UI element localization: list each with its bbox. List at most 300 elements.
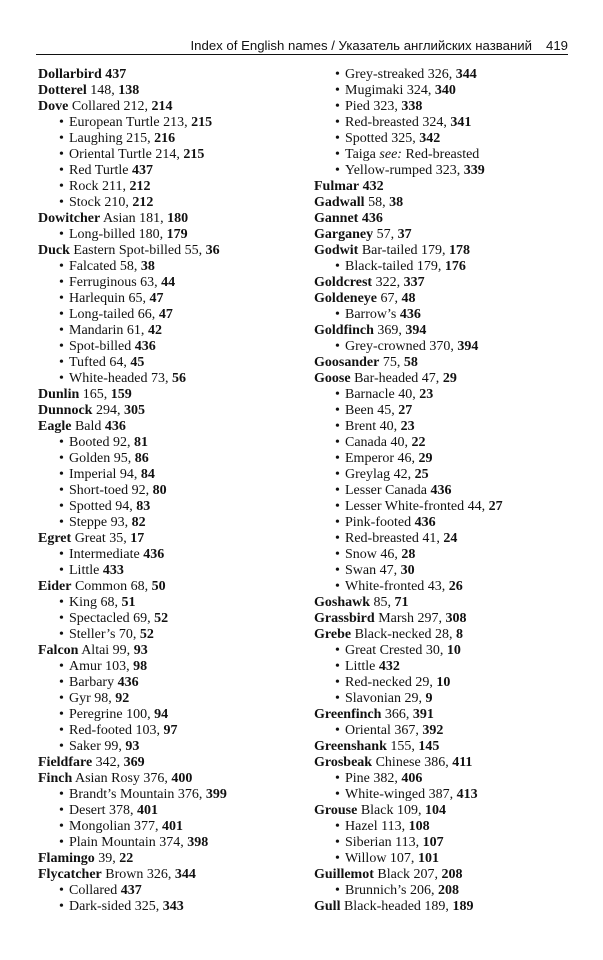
entry-heading: Falcon [38, 643, 79, 658]
bullet-icon: • [59, 739, 64, 754]
subentry-content [57, 467, 155, 482]
subentry-content [333, 659, 400, 674]
index-subentry [38, 547, 300, 563]
subentry-content [57, 307, 173, 322]
header-title: Index of English names / Указатель английских названий [190, 38, 532, 53]
page-reference-bold: 436 [430, 483, 452, 498]
entry-text: Barrow’s [345, 307, 397, 322]
bullet-icon: • [335, 387, 340, 402]
entry-text: Short-toed 92, [69, 483, 150, 498]
index-subentry [38, 627, 300, 643]
index-entry [314, 707, 574, 723]
page-reference-bold: 305 [123, 403, 145, 418]
entry-text: Lesser White-fronted 44, [345, 499, 486, 514]
page-reference-bold: 29 [418, 451, 433, 466]
entry-text: Barnacle 40, [345, 387, 416, 402]
page-reference-bold: 437 [132, 163, 154, 178]
bullet-icon: • [335, 451, 340, 466]
entry-text: Siberian 113, [345, 835, 420, 850]
index-subentry [314, 883, 574, 899]
entry-text: Collared 212, [71, 99, 149, 114]
entry-text: 57, [376, 227, 395, 242]
bullet-icon: • [335, 115, 340, 130]
subentry-content [57, 691, 129, 706]
subentry-content [333, 691, 433, 706]
page-reference-bold: 23 [400, 419, 415, 434]
page-reference-bold: 436 [361, 211, 383, 226]
page-reference-bold: 180 [167, 211, 189, 226]
subentry-content [57, 739, 139, 754]
subentry-content [333, 499, 503, 514]
entry-heading: Godwit [314, 243, 359, 258]
entry-heading: Greenfinch [314, 707, 382, 722]
page-reference-bold: 93 [133, 643, 148, 658]
index-subentry [314, 851, 574, 867]
bullet-icon: • [59, 115, 64, 130]
entry-text: Black-headed 189, [343, 899, 449, 914]
subentry-content [57, 147, 204, 162]
index-entry [314, 211, 574, 227]
page-reference-bold: 179 [166, 227, 188, 242]
page-reference-bold: 392 [422, 723, 444, 738]
subentry-content [57, 163, 153, 178]
bullet-icon: • [59, 675, 64, 690]
page-reference-bold: 23 [419, 387, 434, 402]
page-reference-bold: 369 [123, 755, 145, 770]
index-subentry [38, 659, 300, 675]
entry-heading: Fieldfare [38, 755, 93, 770]
page-reference-bold: 178 [449, 243, 471, 258]
index-subentry [38, 707, 300, 723]
bullet-icon: • [335, 403, 340, 418]
page-reference-bold: 30 [400, 563, 415, 578]
index-subentry [314, 515, 574, 531]
page-reference-bold: 27 [398, 403, 413, 418]
page-reference-bold: 436 [104, 419, 126, 434]
page-reference-bold: 84 [140, 467, 155, 482]
entry-heading: Eider [38, 579, 72, 594]
bullet-icon: • [59, 467, 64, 482]
entry-text: Mongolian 377, [69, 819, 159, 834]
subentry-content [57, 275, 175, 290]
entry-text: Little [69, 563, 100, 578]
index-entry [314, 227, 574, 243]
page-reference-bold: 104 [424, 803, 446, 818]
index-entry [38, 387, 300, 403]
entry-text: Marsh 297, [378, 611, 442, 626]
page-reference-bold: 208 [441, 867, 463, 882]
entry-text: Tufted 64, [69, 355, 127, 370]
entry-text: Red-breasted 41, [345, 531, 440, 546]
index-entry [38, 643, 300, 659]
entry-text: 85, [373, 595, 392, 610]
entry-heading: Fulmar [314, 179, 360, 194]
bullet-icon: • [59, 547, 64, 562]
entry-text: Red Turtle [69, 163, 129, 178]
entry-text: Golden 95, [69, 451, 132, 466]
page-reference-bold: 138 [118, 83, 140, 98]
subentry-content [57, 355, 144, 370]
index-entry [38, 419, 300, 435]
page-reference-bold: 86 [134, 451, 149, 466]
index-subentry [314, 403, 574, 419]
index-subentry [314, 339, 574, 355]
bullet-icon: • [59, 563, 64, 578]
subentry-content [57, 131, 175, 146]
bullet-icon: • [335, 723, 340, 738]
page-reference-bold: 45 [130, 355, 145, 370]
index-entry [314, 323, 574, 339]
index-subentry [314, 723, 574, 739]
entry-text: Harlequin 65, [69, 291, 146, 306]
entry-text: Red-breasted 324, [345, 115, 447, 130]
subentry-content [57, 339, 156, 354]
subentry-content [57, 627, 154, 642]
subentry-content [333, 787, 478, 802]
page-reference-bold: 338 [401, 99, 423, 114]
page-reference-bold: 47 [149, 291, 164, 306]
bullet-icon: • [59, 435, 64, 450]
bullet-icon: • [335, 643, 340, 658]
page-reference-bold: 437 [120, 883, 142, 898]
index-subentry [314, 547, 574, 563]
bullet-icon: • [59, 691, 64, 706]
entry-text: Common 68, [74, 579, 149, 594]
subentry-content [333, 115, 471, 130]
page-reference-bold: 22 [119, 851, 134, 866]
subentry-content [333, 435, 425, 450]
index-subentry [38, 819, 300, 835]
index-subentry [314, 131, 574, 147]
page-reference-bold: 394 [457, 339, 479, 354]
entry-heading: Dollarbird [38, 67, 102, 82]
index-subentry [38, 611, 300, 627]
index-entry [38, 579, 300, 595]
entry-heading: Egret [38, 531, 72, 546]
page-reference-bold: 17 [130, 531, 145, 546]
subentry-content [333, 723, 443, 738]
index-subentry [38, 595, 300, 611]
index-subentry [38, 291, 300, 307]
bullet-icon: • [335, 579, 340, 594]
subentry-content [57, 179, 151, 194]
entry-text: Brunnich’s 206, [345, 883, 435, 898]
index-subentry [38, 147, 300, 163]
entry-heading: Goldfinch [314, 323, 374, 338]
page-reference-bold: 399 [205, 787, 227, 802]
entry-text: Black-tailed 179, [345, 259, 442, 274]
subentry-content [57, 787, 227, 802]
index-subentry [314, 83, 574, 99]
entry-text: Black 109, [360, 803, 422, 818]
index-subentry [314, 467, 574, 483]
bullet-icon: • [335, 771, 340, 786]
bullet-icon: • [335, 339, 340, 354]
page-reference-bold: 94 [154, 707, 169, 722]
bullet-icon: • [59, 323, 64, 338]
page-reference-bold: 406 [401, 771, 423, 786]
page-reference-bold: 176 [444, 259, 466, 274]
bullet-icon: • [335, 499, 340, 514]
page-reference-bold: 208 [437, 883, 459, 898]
entry-text: Lesser Canada [345, 483, 428, 498]
index-entry [38, 211, 300, 227]
index-entry [314, 867, 574, 883]
subentry-content [333, 675, 450, 690]
page-reference-bold: 37 [397, 227, 412, 242]
index-entry [38, 243, 300, 259]
entry-text: Been 45, [345, 403, 395, 418]
index-subentry [314, 307, 574, 323]
index-subentry [314, 787, 574, 803]
entry-text: Imperial 94, [69, 467, 138, 482]
index-subentry [314, 835, 574, 851]
entry-text: Booted 92, [69, 435, 131, 450]
subentry-content [57, 611, 168, 626]
bullet-icon: • [59, 259, 64, 274]
subentry-content [333, 67, 477, 82]
subentry-content [57, 291, 163, 306]
index-entry [38, 99, 300, 115]
subentry-content [57, 675, 139, 690]
entry-heading: Grouse [314, 803, 358, 818]
entry-text: Snow 46, [345, 547, 398, 562]
bullet-icon: • [59, 595, 64, 610]
entry-text: Canada 40, [345, 435, 408, 450]
index-entry [314, 627, 574, 643]
index-subentry [38, 163, 300, 179]
subentry-content [333, 259, 466, 274]
index-entry [314, 243, 574, 259]
page-reference-bold: 436 [414, 515, 436, 530]
subentry-content [333, 163, 485, 178]
index-subentry [38, 179, 300, 195]
page-reference-bold: 343 [162, 899, 184, 914]
page-reference-bold: 212 [129, 179, 151, 194]
bullet-icon: • [335, 99, 340, 114]
index-subentry [314, 675, 574, 691]
index-entry [314, 755, 574, 771]
page-reference-bold: 47 [158, 307, 173, 322]
bullet-icon: • [59, 723, 64, 738]
entry-text: Saker 99, [69, 739, 122, 754]
index-subentry [38, 307, 300, 323]
bullet-icon: • [335, 691, 340, 706]
entry-text: Black 207, [377, 867, 439, 882]
index-subentry [38, 259, 300, 275]
cross-reference-target: Red-breasted [405, 147, 480, 162]
entry-text: Great Crested 30, [345, 643, 444, 658]
index-subentry [38, 435, 300, 451]
page-reference-bold: 344 [174, 867, 196, 882]
page-reference-bold: 71 [394, 595, 409, 610]
index-entry [314, 739, 574, 755]
entry-heading: Dowitcher [38, 211, 101, 226]
page-reference-bold: 411 [452, 755, 473, 770]
bullet-icon: • [335, 515, 340, 530]
page-reference-bold: 216 [154, 131, 176, 146]
index-subentry [314, 819, 574, 835]
bullet-icon: • [59, 163, 64, 178]
subentry-content [333, 771, 422, 786]
entry-text: White-fronted 43, [345, 579, 446, 594]
entry-text: Chinese 386, [375, 755, 449, 770]
bullet-icon: • [59, 707, 64, 722]
index-subentry [314, 451, 574, 467]
page-reference-bold: 337 [403, 275, 425, 290]
entry-heading: Dotterel [38, 83, 87, 98]
page-reference-bold: 432 [378, 659, 400, 674]
entry-text: Oriental Turtle 214, [69, 147, 180, 162]
index-subentry [314, 419, 574, 435]
page-reference-bold: 10 [446, 643, 461, 658]
entry-text: Mugimaki 324, [345, 83, 432, 98]
subentry-content [57, 515, 146, 530]
entry-text: 155, [390, 739, 415, 754]
entry-heading: Dunlin [38, 387, 80, 402]
bullet-icon: • [335, 307, 340, 322]
index-entry [38, 83, 300, 99]
subentry-content [57, 483, 167, 498]
page-reference-bold: 344 [455, 67, 477, 82]
page-reference-bold: 58 [403, 355, 418, 370]
entry-text: Long-tailed 66, [69, 307, 156, 322]
page-reference-bold: 342 [419, 131, 441, 146]
entry-text: Willow 107, [345, 851, 415, 866]
bullet-icon: • [59, 787, 64, 802]
page-reference-bold: 433 [102, 563, 124, 578]
bullet-icon: • [59, 611, 64, 626]
running-header [36, 31, 568, 53]
page-reference-bold: 413 [456, 787, 478, 802]
bullet-icon: • [59, 659, 64, 674]
page-reference-bold: 98 [133, 659, 148, 674]
entry-text: 342, [95, 755, 121, 770]
index-subentry [314, 163, 574, 179]
subentry-content [57, 195, 153, 210]
page-reference-bold: 56 [172, 371, 187, 386]
page-reference-bold: 107 [422, 835, 444, 850]
page-reference-bold: 93 [125, 739, 140, 754]
entry-text: Brent 40, [345, 419, 398, 434]
index-subentry [314, 259, 574, 275]
page-reference-bold: 52 [139, 627, 154, 642]
entry-text: Oriental 367, [345, 723, 419, 738]
page-reference-bold: 38 [389, 195, 404, 210]
entry-text: Great 35, [74, 531, 127, 546]
subentry-content [57, 707, 168, 722]
page-reference-bold: 214 [151, 99, 173, 114]
index-subentry [314, 115, 574, 131]
index-subentry [38, 131, 300, 147]
page-reference-bold: 308 [445, 611, 467, 626]
page-reference-bold: 215 [183, 147, 205, 162]
bullet-icon: • [59, 291, 64, 306]
index-column-left [38, 67, 300, 915]
entry-text: Spectacled 69, [69, 611, 151, 626]
index-subentry [38, 515, 300, 531]
index-subentry [314, 483, 574, 499]
bullet-icon: • [335, 547, 340, 562]
bullet-icon: • [335, 851, 340, 866]
entry-text: 322, [375, 275, 401, 290]
page-reference-bold: 436 [399, 307, 421, 322]
index-subentry [38, 227, 300, 243]
subentry-content [57, 723, 177, 738]
index-subentry [38, 723, 300, 739]
bullet-icon: • [59, 307, 64, 322]
index-subentry [38, 899, 300, 915]
entry-text: Eastern Spot-billed 55, [73, 243, 203, 258]
subentry-content [57, 819, 183, 834]
subentry-content [57, 659, 147, 674]
entry-text: Bar-tailed 179, [361, 243, 446, 258]
bullet-icon: • [59, 819, 64, 834]
subentry-content [333, 515, 436, 530]
index-entry [38, 67, 300, 83]
index-entry [38, 531, 300, 547]
page-reference-bold: 44 [161, 275, 176, 290]
bullet-icon: • [335, 435, 340, 450]
entry-text: Brown 326, [105, 867, 172, 882]
page-reference-bold: 401 [137, 803, 159, 818]
index-subentry [314, 691, 574, 707]
subentry-content [57, 563, 124, 578]
index-entry [314, 179, 574, 195]
bullet-icon: • [59, 483, 64, 498]
entry-heading: Finch [38, 771, 73, 786]
index-subentry [314, 67, 574, 83]
subentry-content [333, 883, 459, 898]
page-reference-bold: 101 [417, 851, 439, 866]
entry-text: Pine 382, [345, 771, 398, 786]
bullet-icon: • [335, 467, 340, 482]
subentry-content [57, 835, 208, 850]
entry-text: Black-necked 28, [354, 627, 453, 642]
index-subentry [314, 771, 574, 787]
entry-text: Intermediate [69, 547, 140, 562]
entry-text: Brandt’s Mountain 376, [69, 787, 203, 802]
bullet-icon: • [335, 131, 340, 146]
entry-text: Red-necked 29, [345, 675, 433, 690]
page-reference-bold: 8 [456, 627, 464, 642]
bullet-icon: • [59, 227, 64, 242]
index-subentry [314, 499, 574, 515]
index-subentry [38, 451, 300, 467]
entry-heading: Greenshank [314, 739, 387, 754]
entry-text: Steppe 93, [69, 515, 129, 530]
entry-heading: Eagle [38, 419, 72, 434]
bullet-icon: • [59, 339, 64, 354]
entry-text: White-headed 73, [69, 371, 169, 386]
entry-heading: Gull [314, 899, 341, 914]
bullet-icon: • [335, 883, 340, 898]
entry-text: 165, [82, 387, 108, 402]
page-reference-bold: 341 [450, 115, 472, 130]
entry-text: Spotted 325, [345, 131, 416, 146]
subentry-content [333, 419, 415, 434]
index-subentry [314, 147, 574, 163]
index-subentry [38, 115, 300, 131]
entry-text: King 68, [69, 595, 118, 610]
subentry-content [57, 115, 212, 130]
bullet-icon: • [335, 787, 340, 802]
page-reference-bold: 36 [205, 243, 220, 258]
page-reference-bold: 25 [414, 467, 429, 482]
subentry-content [333, 339, 478, 354]
subentry-content [333, 387, 433, 402]
index-subentry [38, 371, 300, 387]
